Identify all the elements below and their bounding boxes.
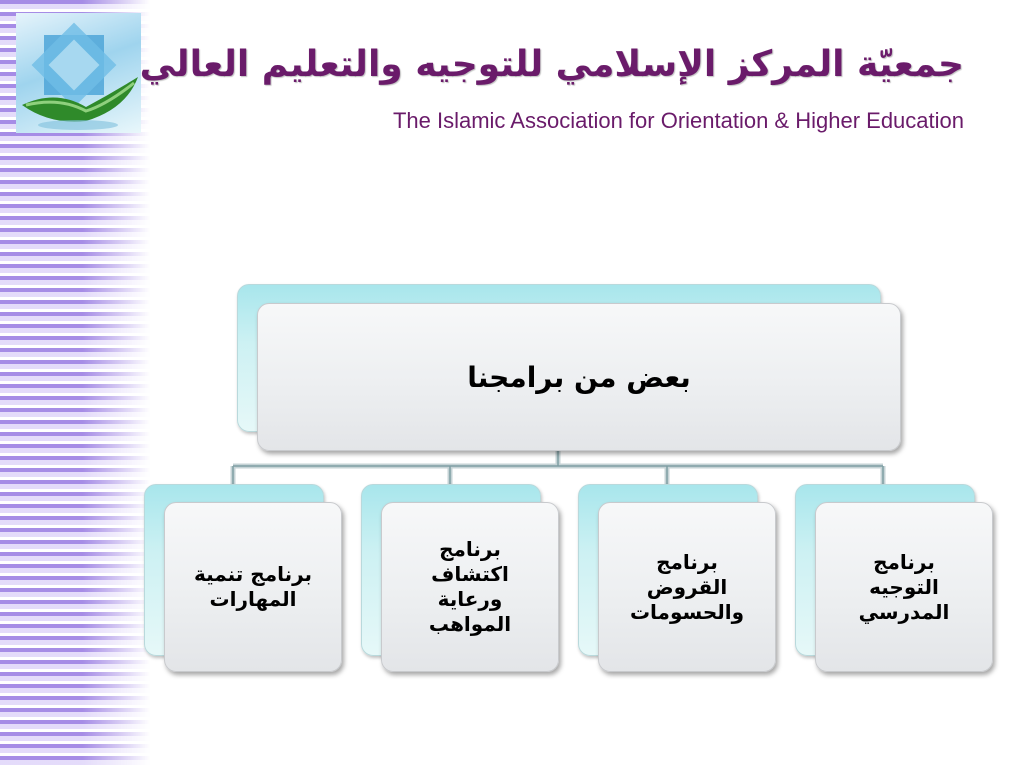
root-node-label: بعض من برامجنا: [467, 360, 691, 394]
child-node-loans: [598, 502, 776, 672]
child-node-school-guidance: [815, 502, 993, 672]
child-node-label: برنامج تنمية المهارات: [193, 562, 313, 611]
root-node: [257, 303, 901, 451]
child-node-skills: [164, 502, 342, 672]
page-title-arabic: جمعيّة المركز الإسلامي للتوجيه والتعليم العالي: [139, 44, 964, 85]
page-title-english: The Islamic Association for Orientation & Higher Education: [392, 108, 964, 133]
child-node-label: برنامج القروض والحسومات: [629, 549, 745, 624]
child-node-talents: [381, 502, 559, 672]
child-node-label: برنامج اكتشاف ورعاية المواهب: [428, 537, 512, 636]
child-node-label: برنامج التوجيه المدرسي: [858, 549, 950, 624]
